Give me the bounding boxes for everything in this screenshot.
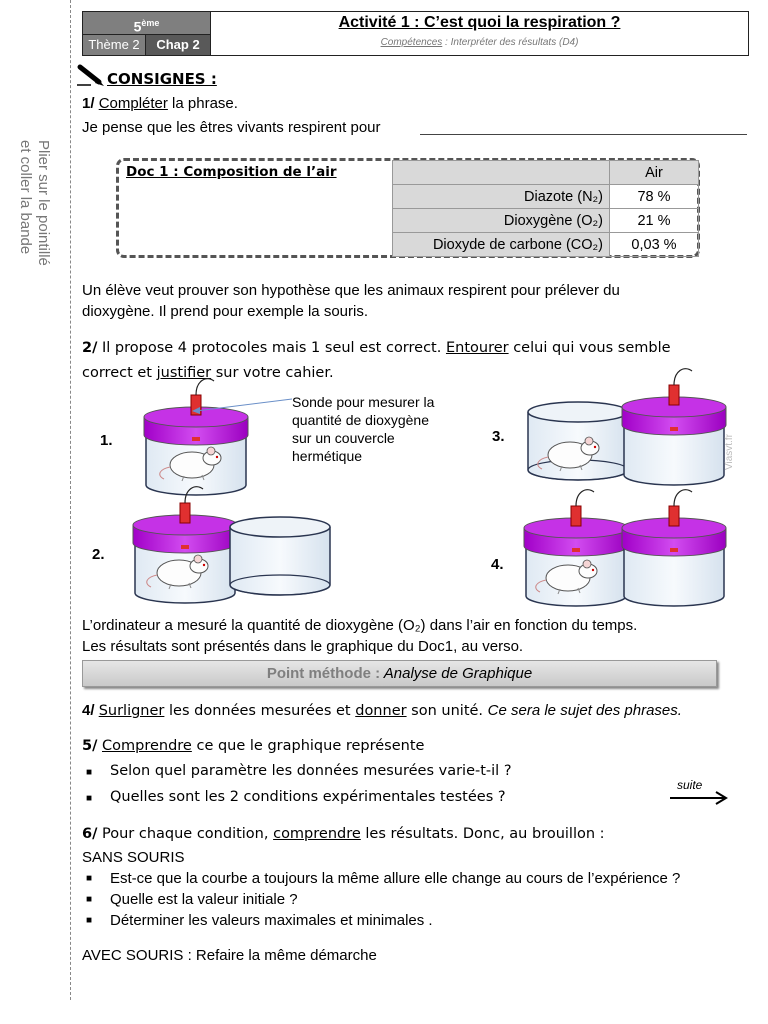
results-line1: L’ordinateur a mesuré la quantité de dioxygène (O₂) dans l’air en fonction du temps. xyxy=(82,617,638,634)
grade-cell xyxy=(83,12,211,35)
table-corner-cell xyxy=(393,161,610,185)
sans-souris-heading: SANS SOURIS xyxy=(82,849,185,866)
bullet-icon: ■ xyxy=(86,793,93,804)
gas-label: Diazote (N₂) xyxy=(393,185,610,209)
consignes-heading: CONSIGNES : xyxy=(107,70,217,88)
bullet-icon: ■ xyxy=(86,915,93,926)
probe-note-line4: hermétique xyxy=(292,448,363,464)
q4-verb-donner: donner xyxy=(355,703,407,719)
q4-part1: les données mesurées et xyxy=(164,703,356,719)
table-row xyxy=(393,209,699,233)
q6-bullet-1: Est-ce que la courbe a toujours la même allure elle change au cours de l’expérience ? xyxy=(110,870,681,887)
q4-verb-surligner: Surligner xyxy=(98,703,165,719)
q6-verb: comprendre xyxy=(273,826,361,842)
competences-line xyxy=(211,37,748,48)
answer-blank-line[interactable] xyxy=(420,134,747,135)
bullet-icon: ■ xyxy=(86,894,93,905)
q2-part1: Il propose 4 protocoles mais 1 seul est correct. xyxy=(97,340,446,356)
q5-bullet-1: Selon quel paramètre les données mesurées varie-t-il ? xyxy=(110,763,512,779)
q4-part2: son unité. xyxy=(406,703,488,719)
grade-suffix: ème xyxy=(141,18,160,28)
q6-part2: les résultats. Donc, au brouillon : xyxy=(360,826,605,842)
q6-bullet-2: Quelle est la valeur initiale ? xyxy=(110,891,298,908)
avec-souris-line: AVEC SOURIS : Refaire la même démarche xyxy=(82,947,377,964)
question-5 xyxy=(82,738,424,754)
results-line2: Les résultats sont présentés dans le graphique du Doc1, au verso. xyxy=(82,638,524,655)
q4-italic-note: Ce sera le sujet des phrases. xyxy=(487,702,682,719)
q2-part2: celui qui vous semble xyxy=(508,340,671,356)
table-header-air: Air xyxy=(610,161,699,185)
q2-number: 2/ xyxy=(82,340,98,356)
side-fold-note xyxy=(10,140,64,290)
table-header-row xyxy=(393,161,699,185)
question-2-line1 xyxy=(82,340,671,356)
side-note-line2: et coller la bande xyxy=(17,140,34,255)
arrow-right-icon xyxy=(668,790,732,806)
question-1 xyxy=(82,94,238,114)
q6-part1: Pour chaque condition, xyxy=(97,826,274,842)
table-row xyxy=(393,233,699,257)
competences-text: : Interpréter des résultats (D4) xyxy=(442,37,579,48)
chapter-cell: Chap 2 xyxy=(146,35,211,55)
gas-label: Dioxyde de carbone (CO₂) xyxy=(393,233,610,257)
protocol-4-label: 4. xyxy=(491,556,504,573)
intro-line1: Un élève veut prouver son hypothèse que les animaux respirent pour prélever du xyxy=(82,282,620,299)
q1-number: 1/ xyxy=(82,95,95,112)
gas-value: 0,03 % xyxy=(610,233,699,257)
method-banner-text xyxy=(82,660,717,687)
fold-dotted-line xyxy=(70,0,71,1000)
protocol-2-empty-jar xyxy=(228,515,338,595)
q2-verb-entourer: Entourer xyxy=(445,340,509,356)
protocol-4-closed-jar xyxy=(622,508,732,598)
protocol-1-label: 1. xyxy=(100,432,113,449)
probe-note-line3: sur un couvercle xyxy=(292,430,395,446)
question-4 xyxy=(82,701,682,721)
watermark: Viasvt.fr xyxy=(724,434,735,470)
probe-pointer-arrow xyxy=(190,395,300,415)
protocol-2-label: 2. xyxy=(92,546,105,563)
activity-title: Activité 1 : C’est quoi la respiration ? xyxy=(338,14,621,31)
probe-note-line1: Sonde pour mesurer la xyxy=(292,394,435,410)
q1-sentence: Je pense que les êtres vivants respirent pour xyxy=(82,119,381,136)
competences-label: Compétences xyxy=(380,37,443,48)
q2-part4: sur votre cahier. xyxy=(211,365,334,381)
gas-label: Dioxygène (O₂) xyxy=(393,209,610,233)
protocol-3-closed-jar xyxy=(622,390,732,490)
doc1-title: Doc 1 : Composition de l’air xyxy=(126,164,337,180)
intro-line2: dioxygène. Il prend pour exemple la souris. xyxy=(82,303,368,320)
gas-value: 78 % xyxy=(610,185,699,209)
grade-level: 5 xyxy=(133,18,142,35)
q1-verb: Compléter xyxy=(98,95,168,112)
bullet-icon: ■ xyxy=(86,767,93,778)
q1-rest: la phrase. xyxy=(167,95,238,112)
suite-label: suite xyxy=(677,778,703,792)
header-box xyxy=(82,11,749,56)
q2-verb-justifier: justifier xyxy=(156,365,212,381)
question-6 xyxy=(82,826,605,842)
bullet-icon: ■ xyxy=(86,873,93,884)
q2-part3: correct et xyxy=(82,365,157,381)
method-topic: Analyse de Graphique xyxy=(380,665,533,682)
protocol-4-jar-with-mouse[interactable] xyxy=(524,508,634,598)
q5-verb: Comprendre xyxy=(102,738,192,754)
probe-note xyxy=(292,393,472,465)
q5-number: 5/ xyxy=(82,738,98,754)
air-composition-table xyxy=(392,160,699,257)
q5-rest: ce que le graphique représente xyxy=(191,738,425,754)
protocol-3-label: 3. xyxy=(492,428,505,445)
protocol-2-jar-with-mouse[interactable] xyxy=(133,505,243,595)
method-label: Point méthode : xyxy=(266,665,381,682)
q5-bullet-2: Quelles sont les 2 conditions expérimentales testées ? xyxy=(110,789,506,805)
protocol-3-open-jar-with-mouse[interactable] xyxy=(526,400,636,480)
q6-bullet-3: Déterminer les valeurs maximales et minimales . xyxy=(110,912,433,929)
q6-number: 6/ xyxy=(82,826,98,842)
theme-cell: Thème 2 xyxy=(83,35,146,55)
probe-note-line2: quantité de dioxygène xyxy=(292,412,429,428)
gas-value: 21 % xyxy=(610,209,699,233)
pencil-icon xyxy=(77,64,107,88)
q4-number: 4/ xyxy=(82,702,95,719)
table-row xyxy=(393,185,699,209)
side-note-line1: Plier sur le pointillé xyxy=(35,140,52,266)
